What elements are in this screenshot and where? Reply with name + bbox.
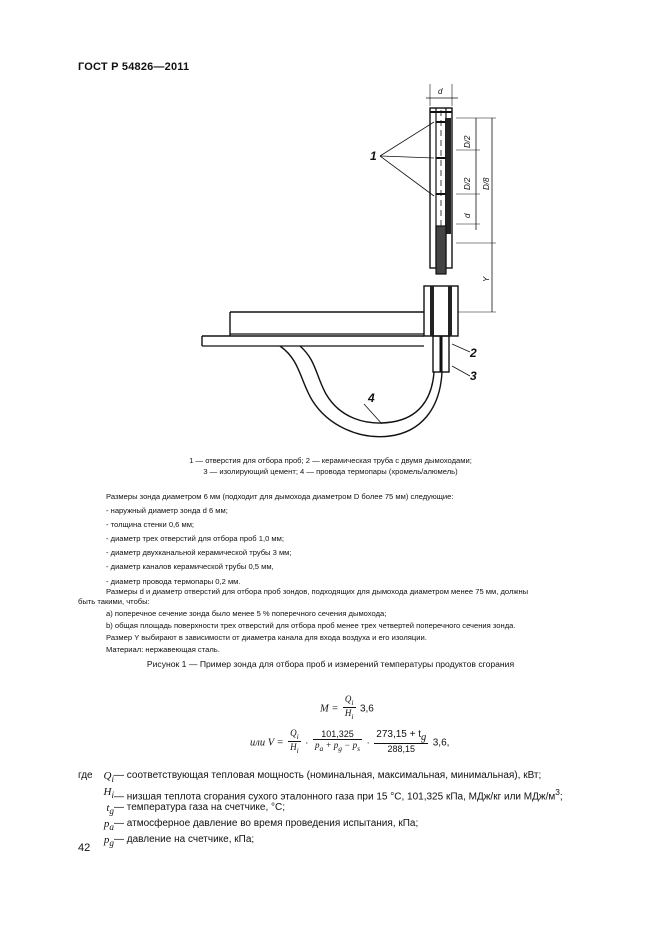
note-line: - диаметр двухканальной керамической трубы 3 мм; [106, 548, 292, 558]
note-line: - наружный диаметр зонда d 6 мм; [106, 506, 228, 516]
legend-line: 1 — отверстия для отбора проб; 2 — керамическая труба с двумя дымоходами; [189, 456, 472, 465]
dim-d-small: d [463, 213, 472, 218]
note-line: быть такими, чтобы: [78, 596, 150, 606]
dim-y: Y [482, 276, 491, 282]
callout-1: 1 [370, 149, 377, 163]
formula-m: M = $\frac{Q_i}{H_i}$ 3,6 [320, 694, 374, 721]
legend-line: 3 — изолирующий цемент; 4 — провода термопары (хромель/алюмель) [203, 467, 458, 476]
dim-d-top: d [438, 87, 443, 96]
note-line: Размеры зонда диаметром 6 мм (подходит для дымохода диаметром D более 75 мм) следующие: [106, 492, 454, 501]
note-line: а) поперечное сечение зонда было менее 5 % поперечного сечения дымохода; [106, 608, 387, 618]
figure-caption: Рисунок 1 — Пример зонда для отбора проб и измерений температуры продуктов сгорания [146, 659, 515, 669]
figure-legend [0, 455, 661, 477]
note-line: b) общая площадь поверхности трех отверстий для отбора проб менее трех четвертей поперечного сечения зонда. [106, 620, 516, 630]
note-line: Материал: нержавеющая сталь. [106, 645, 220, 655]
thermocouple-loop [280, 346, 442, 437]
ceramic-tube [436, 226, 446, 274]
dim-d8: D/8 [482, 177, 491, 190]
note-line: - диаметр каналов керамической трубы 0,5 мм, [106, 562, 274, 572]
formula-v: или V = $\frac{Q_i}{H_i}$ · $\frac{101,325}{p_a + p_g - p_s}$ · $\frac{273,15 + t_g}{288,15}$ 3,6, [250, 728, 450, 755]
note-line: - толщина стенки 0,6 мм; [106, 520, 195, 530]
figure-notes [78, 492, 598, 655]
note-line: - диаметр трех отверстий для отбора проб 1,0 мм; [106, 534, 284, 544]
dim-d2-b: D/2 [463, 177, 472, 190]
document-header: ГОСТ Р 54826—2011 [78, 61, 190, 73]
callout-2: 2 [470, 346, 477, 360]
dim-d2-a: D/2 [463, 135, 472, 148]
note-line: Размер Y выбирают в зависимости от диаметра канала для входа воздуха и его изоляции. [106, 633, 427, 643]
note-line: Размеры d и диаметр отверстий для отбора проб зондов, подходящих для дымохода диаметром менее 75 мм, должны [106, 586, 529, 596]
callout-3: 3 [470, 369, 477, 383]
note-line: - диаметр провода термопары 0,2 мм. [106, 576, 241, 586]
page-number: 42 [78, 842, 91, 854]
symbol-definitions: где $Q_i$ — соответствующая тепловая мощность (номинальная, максимальная, минимальная), кВт; $H_i$ — низшая теплота сгорания сухого эталонного газа при 15 °С, 101,325 кПа, МДж/кг или МДж/$м^3$; $t_g$ — температура газа на счетчике, °С; $p_a$ — атмосферное давление во время проведения испытания, кПа; $p_g$ — давление на счетчике, кПа; [78, 770, 563, 849]
callout-4: 4 [368, 391, 375, 405]
